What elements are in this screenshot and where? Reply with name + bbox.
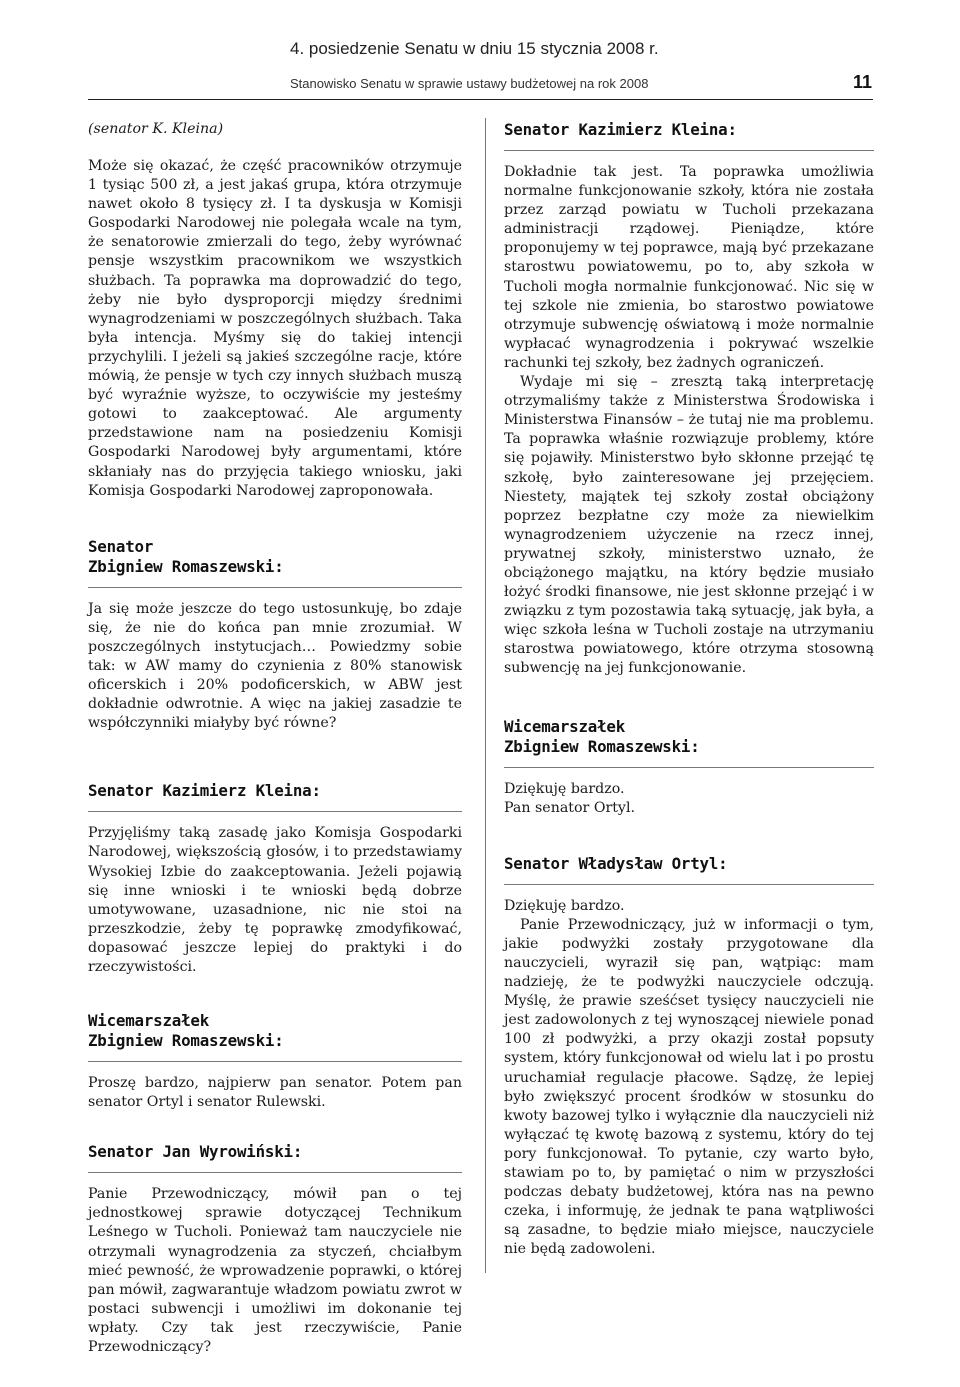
speaker-name-line2: Zbigniew Romaszewski:: [88, 556, 284, 576]
speaker-rule: [504, 150, 874, 151]
speaker-rule: [88, 1061, 462, 1062]
header-subtitle: Stanowisko Senatu w sprawie ustawy budżetowej na rok 2008: [290, 76, 649, 91]
speech-section: [504, 717, 874, 818]
speech-paragraph: Dziękuję bardzo.: [504, 780, 625, 797]
header-title: 4. posiedzenie Senatu w dniu 15 stycznia 2008 r.: [290, 39, 659, 58]
speaker-rule: [88, 587, 462, 588]
speech-section: [88, 781, 462, 977]
speaker-name: Senator Władysław Ortyl:: [504, 853, 728, 873]
speaker-name: Senator: [88, 536, 154, 556]
continuation-label: (senator K. Kleina): [88, 121, 224, 137]
speech-text: Przyjęliśmy taką zasadę jako Komisja Gospodarki Narodowej, większością głosów, i to przedstawiamy Wysokiej Izbie do zaakceptowania. Jeżeli pojawią się inne wnioski i te wnioski będą dobrze umotywowane, uzasadnione, nic nie stoi na przeszkodzie, żeby tę poprawkę zmodyfikować, dopasować jeszcze lepiej do praktyki i do rzeczywistości.: [88, 825, 462, 975]
speaker-name: Wicemarszałek: [88, 1011, 210, 1031]
speaker-name: Senator Jan Wyrowiński:: [88, 1142, 303, 1162]
speech-section: [88, 1011, 462, 1112]
page-number: 11: [852, 72, 872, 92]
speaker-rule: [504, 767, 874, 768]
speech-section: [88, 1142, 462, 1357]
speech-paragraph: Wydaje mi się – zresztą taką interpretację otrzymaliśmy także z Ministerstwa Środowiska i Ministerstwa Finansów – że tutaj nie ma problemu. Ta poprawka właśnie rozwiązuje problemy, które się pojawiły. Ministerstwo było skłonne przejąć tę szkołę, było zainteresowane jej przejęciem. Niestety, majątek tej szkoły został obciążony poprzez bezpłatne czy może za niewielkim wynagrodzeniem użyczenie na rzecz innej, prywatnej szkoły, ministerstwo uznało, że obciążonego majątku, na który będzie musiało łożyć środki finansowe, nie jest skłonne przejąć i w związku z tym pozostawia taką sytuację, jak była, a więc szkoła leśna w Tucholi zostaje na utrzymaniu starostwa powiatowego, które otrzyma stosowną subwencję na jej funkcjonowanie.: [504, 374, 874, 677]
speech-text: Panie Przewodniczący, mówił pan o tej jednostkowej sprawie dotyczącej Technikum Leśnego w Tucholi. Ponieważ tam nauczyciele nie otrzymali wynagrodzenia za styczeń, chciałbym mieć pewność, że wprowadzenie poprawki, o której pan mówił, zagwarantuje władzom powiatu zwrot w postaci subwencji i umożliwi im dokonanie tej wpłaty. Czy tak jest rzeczywiście, Panie Przewodniczący?: [88, 1186, 462, 1356]
speaker-name: Wicemarszałek: [504, 716, 626, 736]
speech-text: Proszę bardzo, najpierw pan senator. Potem pan senator Ortyl i senator Rulewski.: [88, 1075, 462, 1111]
speech-section: [504, 854, 874, 1260]
speaker-name: Senator Kazimierz Kleina:: [504, 120, 737, 139]
speech-paragraph: Dziękuję bardzo.: [504, 897, 625, 914]
speaker-rule: [88, 811, 462, 812]
speaker-name-line2: Zbigniew Romaszewski:: [504, 736, 700, 756]
speech-section: [504, 120, 874, 679]
speech-text: Ja się może jeszcze do tego ustosunkuję, bo zdaje się, że nie do końca pan mnie zrozumiał. W poszczególnych instytucjach… Powiedzmy sobie tak: w AW mamy do czynienia z 80% stanowisk oficerskich i 20% podoficerskich, w ABW jest dokładnie odwrotnie. A więc na jakiej zasadzie te współczynniki miałyby być równe?: [88, 600, 462, 732]
continuation-text: Może się okazać, że część pracowników otrzymuje 1 tysiąc 500 zł, a jest jakaś grupa, która otrzymuje nawet około 8 tysięcy zł. I ta dyskusja w Komisji Gospodarki Narodowej nie polegała wcale na tym, że senatorowie zmierzali do tego, żeby wyrównać pensje wszystkim pracownikom we wszystkich służbach. Ta poprawka ma doprowadzić do tego, żeby nie było dysproporcji między średnimi wynagrodzeniami w poszczególnych służbach. Taka była intencja. Myśmy się do takiej intencji przychylili. I jeżeli są jakieś szczególne racje, które mówią, że pensje w tych czy innych służbach muszą być wyraźnie wyższe, to oczywiście my jesteśmy gotowi to zaakceptować. Ale argumenty przedstawione nam na posiedzeniu Komisji Gospodarki Narodowej były argumentami, które skłaniały nas do przyjęcia takiego wniosku, jaki Komisja Gospodarki Narodowej zaproponowała.: [88, 158, 462, 499]
speaker-rule: [504, 884, 874, 885]
header-divider: [88, 99, 873, 100]
right-column: [504, 120, 874, 1290]
speaker-rule: [88, 1172, 462, 1173]
speech-section: [88, 537, 462, 734]
speech-paragraph: Panie Przewodniczący, już w informacji o tym, jakie podwyżki zostały przygotowane dla nauczycieli, wyraził się pan, wątpiąc: mam nadzieję, że te podwyżki nauczyciele odczują. Myślę, że prawie sześćset tysięcy nauczycieli nie jest zadowolonych z tej wynoszącej niewiele ponad 100 zł podwyżki, a przy okazji został popsuty system, który funkcjonował od wielu lat i po prostu uruchamiał regulacje płacowe. Sądzę, że lepiej było zwiększyć procent środków w stosunku do kwoty bazowej tylko i wyłącznie dla nauczycieli niż wyłączać tę kwotę bazową z systemu, który do tej pory funkcjonował. To pytanie, czy warto było, stawiam po to, by pamiętać o nim w przyszłości podczas debaty budżetowej, która nas na pewno czeka, i informuję, że jednak te pana wątpliwości są zasadne, to będzie miało miejsce, nauczyciele nie będą zadowoleni.: [504, 916, 874, 1258]
column-divider: [485, 118, 486, 1273]
speech-paragraph: Pan senator Ortyl.: [504, 799, 635, 816]
left-column: [88, 120, 462, 1387]
speaker-name: Senator Kazimierz Kleina:: [88, 781, 321, 801]
speech-paragraph: Dokładnie tak jest. Ta poprawka umożliwia normalne funkcjonowanie szkoły, która nie została przez zarząd powiatu w Tucholi przekazana administracji rządowej. Pieniądze, które proponujemy w tej poprawce, mają być przekazane starostwu powiatowemu, po to, aby szkoła w Tucholi mogła normalnie funkcjonować. Nic się w tej szkole nie zmienia, bo starostwo powiatowe otrzymuje subwencję oświatową i może normalnie wypłacać wynagrodzenia i pokrywać wszelkie rachunki tej szkoły, bez żadnych ograniczeń.: [504, 164, 874, 371]
speaker-name-line2: Zbigniew Romaszewski:: [88, 1031, 284, 1051]
